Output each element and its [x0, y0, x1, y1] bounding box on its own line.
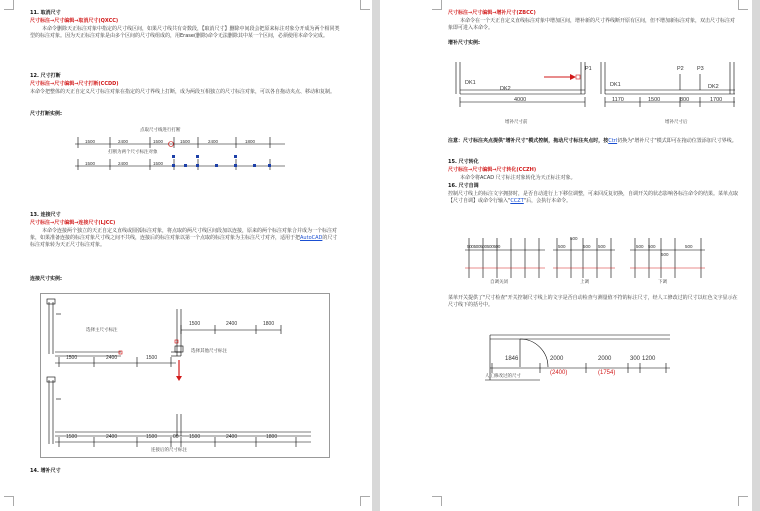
page-right: [380, 0, 752, 511]
fig2-dim-text: 1500: [189, 434, 201, 440]
fig1-dim-text: 1500: [153, 161, 164, 166]
section-13-body: [30, 228, 340, 248]
fig1-dim-text: 1500: [85, 139, 96, 144]
fig2-dim-text: 1500: [66, 434, 78, 440]
fig2-dim-text: 2400: [226, 321, 238, 327]
fig5-red-dim: (1754): [598, 370, 616, 376]
fig5-caption: 人工修改过的尺寸: [485, 374, 521, 379]
section-15-body: 本命令将ACAD 尺寸标注对象转化为天正标注对象。: [460, 175, 576, 181]
fig1-dim-text: 1500: [153, 139, 164, 144]
figure-dimension-auto-adjust: [465, 228, 725, 288]
crop-mark: [360, 496, 370, 506]
section-14-note: [448, 138, 738, 145]
fig3-dim-text: 800: [680, 97, 690, 103]
fig2-dim-text: 2400: [106, 355, 118, 361]
fig1-dim-text: 2400: [118, 139, 129, 144]
fig2-dim-text: 1500: [189, 321, 201, 327]
fig2-dim-text: 1500: [146, 434, 158, 440]
section-15-menu-path: 尺寸标注→尺寸编辑→尺寸转化(CCZH): [448, 167, 537, 173]
note-text: 注意：尺寸标注夹点提供"增补尺寸"模式控制，拖动尺寸标注夹点时，按: [448, 138, 609, 144]
section-16-body-text: 控制尺寸线上的标注文字拥挤时，是否自动进行上下移位调整，可来回反复切换，自调开关的状态影响各标注命令的结果。菜单点取【尺寸自调】或命令行输入": [448, 191, 739, 204]
fig3-label: P3: [697, 66, 704, 72]
fig5-dim-text: 2000: [598, 356, 612, 362]
pick-box-marker: [119, 351, 122, 354]
cczt-command: CCZT: [510, 197, 524, 204]
fig4-dim-text: 500: [661, 252, 669, 257]
section-13-body-tail: 的尺寸标注对象转为天正尺寸标注对象。: [30, 234, 338, 248]
fig5-red-dim: (2400): [550, 370, 568, 376]
section-12-example-label: 尺寸打断实例:: [30, 111, 63, 117]
fig1-bottom-caption: 打断为两个尺寸标注对象: [108, 150, 158, 155]
crop-mark: [738, 0, 748, 10]
fig4-dim-text: 500: [685, 244, 693, 249]
fig4-caption: 上调: [580, 280, 589, 285]
fig3-label: DK1: [610, 82, 621, 88]
section-11-menu-path: 尺寸标注→尺寸编辑→取消尺寸(QXCC): [30, 18, 119, 24]
crop-mark: [4, 0, 14, 10]
note-text-tail: 切换为"增补尺寸"模式即可在拖动位置添加尺寸界线。: [617, 138, 737, 144]
fig1-dim-text: 1500: [180, 139, 191, 144]
fig2-caption-main: 选择主尺寸标注: [86, 328, 118, 333]
section-14-body: 本命令在一个天正自定义直线标注对象中增加区间，增补新的尺寸界线断开原有区间，但不增加新标注对象，双击尺寸标注对象即可进入本命令。: [448, 18, 736, 31]
fig1-dim-text: 2400: [208, 139, 219, 144]
fig4-dim-text: 500: [598, 244, 606, 249]
fig4-dim-text: 500: [558, 244, 566, 249]
fig1-dim-text: 1500: [85, 161, 96, 166]
fig4-caption: 自调关闭: [490, 280, 508, 285]
fig3-dim-text: 1170: [612, 97, 624, 103]
section-16-note: 菜单开关提供了"尺寸检查"开关控制尺寸线上的文字是否自动检查与测量值不符的标注尺寸，经人工修改过的尺寸以红色文字显示在尺寸线下的括号中。: [448, 295, 738, 308]
section-14-title: 14. 增补尺寸: [30, 468, 61, 474]
fig3-dim-text: 1500: [648, 97, 661, 103]
fig3-dim-text: 4000: [514, 97, 527, 103]
fig4-dim-text: 500: [648, 244, 656, 249]
section-16-title: 16. 尺寸自调: [448, 183, 479, 189]
section-13-example-label: 连接尺寸实例:: [30, 276, 63, 282]
section-11-title: 11. 取消尺寸: [30, 10, 61, 16]
section-16-body: [448, 191, 738, 205]
pick-box-marker: [175, 340, 178, 343]
section-12-title: 12. 尺寸打断: [30, 73, 61, 79]
section-13-title: 13. 连接尺寸: [30, 212, 61, 218]
section-13-body-text: 本命令连接两个独立的天正自定义直线或圆弧标注对象，将点取的两尺寸线区间段加以连接，原来的两个标注对象合并成为一个标注对象，如果准备连接的标注对象尺寸线之间不共线，连接后的标注对象以第一个点取的标注对象为主标注尺寸对齐，适用于把: [30, 228, 338, 241]
fig2-caption-other: 选择其他尺寸标注: [191, 349, 227, 354]
figure-dimension-connect: [40, 293, 330, 458]
figure-dimension-add: [450, 52, 740, 132]
fig3-dim-text: 1700: [710, 97, 723, 103]
fig5-dim-text: 1200: [642, 356, 656, 362]
fig3-label: DK1: [465, 80, 476, 86]
fig4-dim-text: 500: [570, 236, 578, 241]
fig5-dim-text: 300: [630, 356, 641, 362]
fig3-label: DK2: [708, 84, 719, 90]
grip-points: [172, 155, 271, 167]
fig4-dim-text: 500: [583, 244, 591, 249]
crop-mark: [432, 0, 442, 10]
fig3-caption-after: 增补尺寸后: [665, 120, 688, 125]
fig2-dim-text: 1500: [66, 355, 78, 361]
section-15-title: 15. 尺寸转化: [448, 159, 479, 165]
fig3-label: P1: [585, 66, 592, 72]
fig1-dim-text: 2400: [118, 161, 129, 166]
section-12-menu-path: 尺寸标注→尺寸编辑→尺寸打断(CCDD): [30, 81, 119, 87]
fig2-caption-result: 连接后的尺寸标注: [151, 448, 187, 453]
section-11-body: 本命令删除天正标注对象中指定的尺寸线区间，如果尺寸线共有奇数段，【取消尺寸】删除中间段会把原来标注对象分开成为两个相同类型的标注对象。因为天正标注对象是由多个区间的尺寸线组成的，用Erase(删除)命令无法删除其中某一个区间，必须使用本命令完成。: [30, 26, 340, 39]
section-12-body: 本命令把整体的天正自定义尺寸标注对象在指定的尺寸界线上打断，成为两段互相独立的尺寸标注对象，可以各自拖动夹点、移动和复制。: [30, 89, 336, 95]
fig1-top-caption: 点取尺寸线进行打断: [140, 128, 181, 133]
crop-mark: [738, 496, 748, 506]
fig1-dim-text: 1800: [245, 139, 256, 144]
fig2-dim-text: 1800: [263, 321, 275, 327]
crop-mark: [432, 496, 442, 506]
fig3-label: P2: [677, 66, 684, 72]
ctrl-key: Ctrl: [608, 138, 618, 144]
fig2-dim-text: 00: [173, 434, 179, 440]
crop-mark: [4, 496, 14, 506]
fig3-caption-before: 增补尺寸前: [505, 120, 528, 125]
fig2-dim-text: 2400: [226, 434, 238, 440]
fig4-dims-off: 500500500500500: [467, 244, 501, 249]
section-16-body-tail: "后，会执行本命令。: [523, 197, 572, 204]
section-14-example-label: 增补尺寸实例:: [448, 40, 481, 46]
section-14-menu-path: 尺寸标注→尺寸编辑→增补尺寸(ZBCC): [448, 10, 536, 16]
fig2-dim-text: 1800: [266, 434, 278, 440]
fig3-label: DK2: [500, 86, 511, 92]
section-13-menu-path: 尺寸标注→尺寸编辑→连接尺寸(LJCC): [30, 220, 116, 226]
fig2-dim-text: 2400: [106, 434, 118, 440]
page-left: [0, 0, 372, 511]
fig4-dim-text: 500: [636, 244, 644, 249]
fig5-dim-text: 1846: [505, 356, 519, 362]
crop-mark: [360, 0, 370, 10]
fig5-dim-text: 2000: [550, 356, 564, 362]
autocad-link[interactable]: AutoCAD: [300, 234, 323, 241]
fig4-caption: 下调: [658, 280, 667, 285]
fig2-dim-text: 1500: [146, 355, 158, 361]
